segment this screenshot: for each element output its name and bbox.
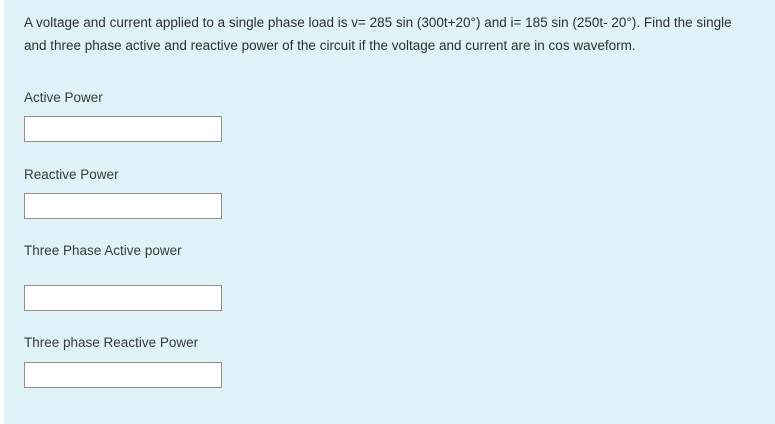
reactive-power-input[interactable] <box>24 193 222 219</box>
three-phase-reactive-power-label: Three phase Reactive Power <box>24 335 199 350</box>
reactive-power-label: Reactive Power <box>24 167 119 182</box>
active-power-input[interactable] <box>24 116 222 142</box>
three-phase-active-power-label: Three Phase Active power <box>24 243 182 258</box>
question-panel <box>4 0 775 424</box>
active-power-label: Active Power <box>24 90 103 105</box>
question-text: A voltage and current applied to a single phase load is v= 285 sin (300t+20°) and i= 185 sin (250t- 20°). Find the single and three phase active and reactive power of the circuit if the voltage and current are in cos waveform. <box>24 15 732 53</box>
three-phase-reactive-power-input[interactable] <box>24 362 222 388</box>
three-phase-active-power-input[interactable] <box>24 285 222 311</box>
